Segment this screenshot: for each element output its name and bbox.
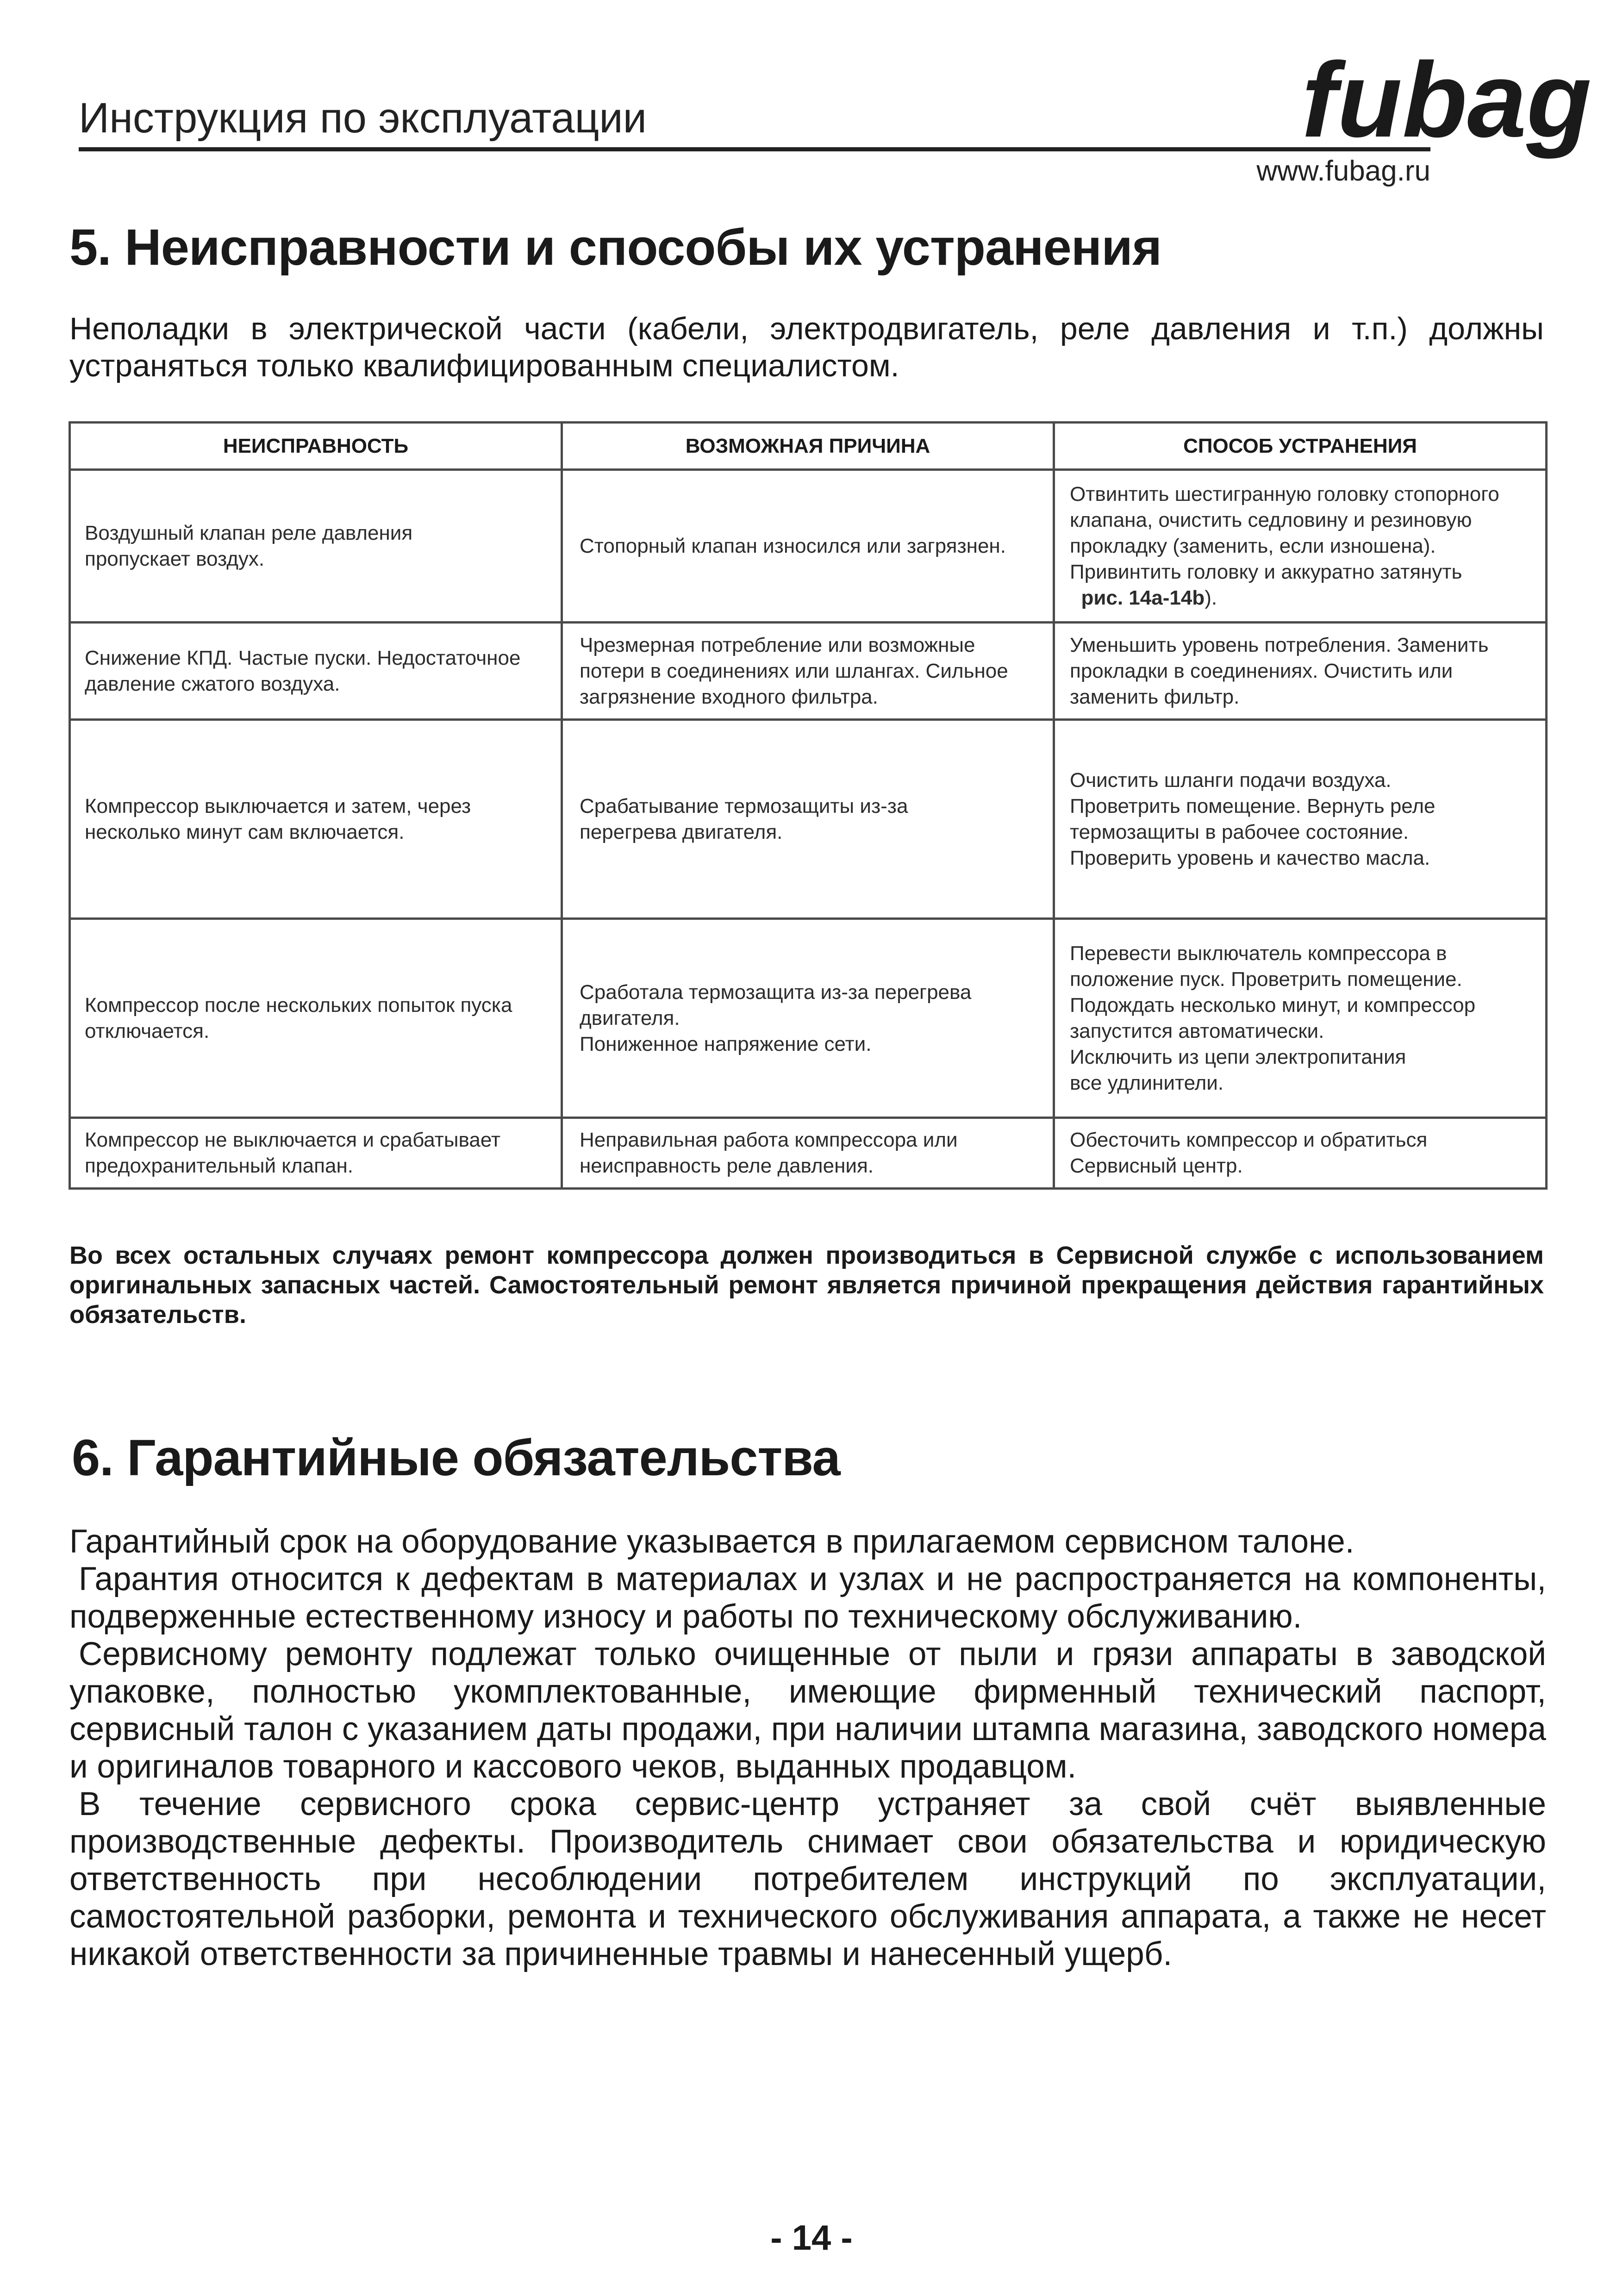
warranty-paragraph: Сервисному ремонту подлежат только очищенные от пыли и грязи аппараты в заводской упаковке, полностью укомплектованные, имеющие фирменный технический паспорт, сервисный талон с указанием даты продажи, при наличии штампа магазина, заводского номера и оригиналов товарного и кассового чеков, выданных продавцом. [69,1636,1546,1785]
cell-line: перегрева двигателя. [580,820,783,843]
table-row [70,720,1547,919]
cell-line: Снижение КПД. Частые пуски. Недостаточное [85,646,521,669]
logo-text: fubag [1302,40,1592,159]
cell-line: Отвинтить шестигранную головку стопорного [1070,482,1499,505]
cell-line: все удлинители. [1070,1071,1224,1094]
warranty-paragraph: Гарантия относится к дефектам в материалах и узлах и не распространяется на компоненты, подверженные естественному износу и работы по техническому обслуживанию. [69,1561,1546,1635]
fubag-logo [1302,39,1592,164]
figure-reference-line [1070,585,1531,611]
table-row [70,1118,1547,1189]
cell-line: прокладку (заменить, если изношена). [1070,534,1436,557]
cell-line: Обесточить компрессор и обратиться [1070,1129,1428,1151]
cell-line: клапана, очистить седловину и резиновую [1070,508,1472,531]
warranty-paragraph: В течение сервисного срока сервис-центр устраняет за свой счёт выявленные производственные дефекты. Производитель снимает свои обязательства и юридическую ответственность при несоблюдении потребителем инструкций по эксплуатации, самостоятельной разборки, ремонта и технического обслуживания аппарата, а также не несет никакой ответственности за причиненные травмы и нанесенный ущерб. [69,1786,1546,1972]
cell-line: Чрезмерная потребление или возможные [580,633,975,656]
cell-line: предохранительный клапан. [85,1154,353,1177]
figure-reference-tail: ). [1205,586,1217,609]
cell-line: Перевести выключатель компрессора в [1070,942,1447,965]
column-header-cause: ВОЗМОЖНАЯ ПРИЧИНА [562,423,1054,470]
cell-line: Проверить уровень и качество масла. [1070,846,1430,869]
fix-cell [1054,470,1547,623]
cell-line: Компрессор не выключается и срабатывает [85,1129,501,1151]
cell-line: положение пуск. Проветрить помещение. [1070,967,1462,991]
cause-cell [562,623,1054,720]
cause-cell [562,919,1054,1118]
warranty-text [69,1523,1546,1973]
cell-line: двигателя. [580,1006,680,1029]
section-5-intro: Неполадки в электрической части (кабели, электродвигатель, реле давления и т.п.) должны устраняться только квалифицированным специалистом. [69,311,1544,383]
section-6-heading: 6. Гарантийные обязательства [72,1429,840,1486]
column-header-fault: НЕИСПРАВНОСТЬ [70,423,562,470]
cell-line: Стопорный клапан износился или загрязнен. [580,534,1006,557]
cell-line: неисправность реле давления. [580,1154,874,1177]
fault-cell [70,623,562,720]
fix-cell [1054,720,1547,919]
cell-line: давление сжатого воздуха. [85,672,340,695]
cell-line: Сработала термозащита из-за перегрева [580,980,972,1004]
cell-line: несколько минут сам включается. [85,820,405,843]
cell-line: Срабатывание термозащиты из-за [580,794,908,817]
cell-line: Проветрить помещение. Вернуть реле [1070,794,1436,817]
cell-line: заменить фильтр. [1070,685,1240,708]
fault-cell [70,1118,562,1189]
fix-cell [1054,919,1547,1118]
cause-cell [562,470,1054,623]
table-row [70,470,1547,623]
fix-cell [1054,1118,1547,1189]
cause-cell [562,1118,1054,1189]
cell-line: загрязнение входного фильтра. [580,685,878,708]
column-header-fix: СПОСОБ УСТРАНЕНИЯ [1054,423,1547,470]
cell-line: Сервисный центр. [1070,1154,1243,1177]
cell-line: потери в соединениях или шлангах. Сильное [580,659,1008,682]
warranty-paragraph: Гарантийный срок на оборудование указывается в прилагаемом сервисном талоне. [69,1523,1355,1560]
cell-line: отключается. [85,1019,210,1042]
fault-cell [70,919,562,1118]
cell-line: Пониженное напряжение сети. [580,1032,872,1055]
document-title: Инструкция по эксплуатации [79,94,647,142]
page-number: - 14 - [770,2218,853,2258]
fault-cell [70,720,562,919]
cell-line: пропускает воздух. [85,547,265,570]
cell-line: Компрессор после нескольких попыток пуска [85,993,512,1017]
cell-line: Исключить из цепи электропитания [1070,1045,1406,1068]
header-rule [79,147,1430,151]
cell-line: Привинтить головку и аккуратно затянуть [1070,560,1462,583]
table-header-row [70,423,1547,470]
cell-line: Воздушный клапан реле давления [85,521,413,544]
cell-line: запустится автоматически. [1070,1019,1324,1042]
fault-cell [70,470,562,623]
cell-line: Неправильная работа компрессора или [580,1129,958,1151]
cause-cell [562,720,1054,919]
table-row [70,919,1547,1118]
fix-cell [1054,623,1547,720]
section-5-heading: 5. Неисправности и способы их устранения [69,219,1161,276]
cell-line: Компрессор выключается и затем, через [85,794,471,817]
repair-note: Во всех остальных случаях ремонт компрессора должен производиться в Сервисной службе с использованием оригинальных запасных частей. Самостоятельный ремонт является причиной прекращения действия гарантийных обязательств. [69,1242,1544,1329]
table-row [70,623,1547,720]
cell-line: Уменьшить уровень потребления. Заменить [1070,633,1489,656]
cell-line: прокладки в соединениях. Очистить или [1070,659,1453,682]
website-url: www.fubag.ru [1256,155,1430,187]
cell-line: Очистить шланги подачи воздуха. [1070,768,1392,792]
troubleshooting-table [69,421,1548,1190]
cell-line: Подождать несколько минут, и компрессор [1070,993,1476,1017]
cell-line: термозащиты в рабочее состояние. [1070,820,1409,843]
figure-reference: рис. 14a-14b [1081,586,1205,609]
